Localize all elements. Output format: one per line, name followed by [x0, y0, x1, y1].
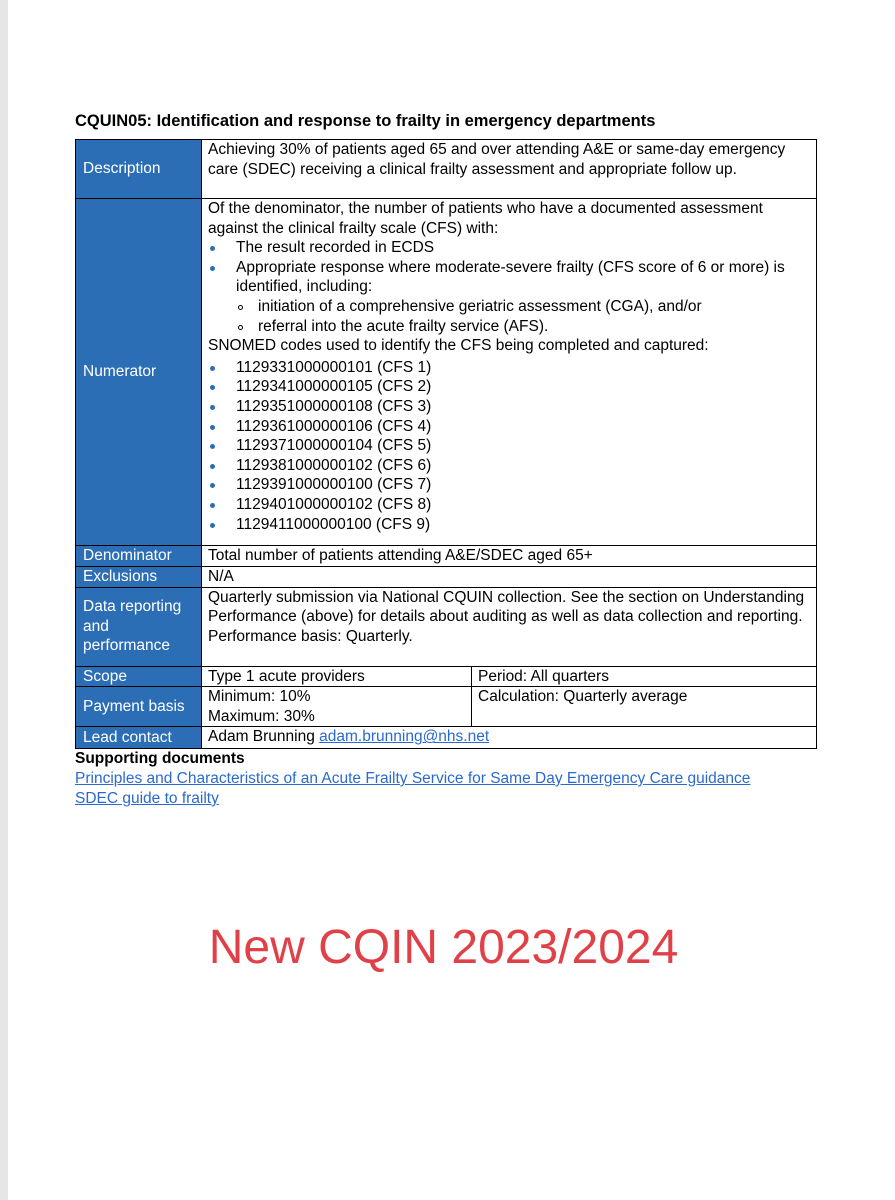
snomed-code: 1129331000000101 (CFS 1)	[208, 358, 813, 378]
document-title: CQUIN05: Identification and response to frailty in emergency departments	[75, 112, 656, 130]
numerator-intro: Of the denominator, the number of patients who have a documented assessment against the clinical frailty scale (CFS) with:	[208, 200, 763, 237]
performance-basis: Performance basis: Quarterly.	[208, 627, 413, 645]
payment-maximum: Maximum: 30%	[208, 707, 315, 725]
snomed-code: 1129371000000104 (CFS 5)	[208, 436, 813, 456]
snomed-code: 1129361000000106 (CFS 4)	[208, 417, 813, 437]
list-item: The result recorded in ECDS	[208, 238, 813, 258]
label-description: Description	[76, 140, 202, 199]
label-exclusions: Exclusions	[76, 567, 202, 588]
row-denominator	[76, 546, 817, 567]
row-description	[76, 140, 817, 199]
row-data-reporting	[76, 587, 817, 666]
snomed-code: 1129351000000108 (CFS 3)	[208, 397, 813, 417]
label-payment-basis: Payment basis	[76, 687, 202, 727]
sub-list-item: initiation of a comprehensive geriatric assessment (CGA), and/or	[208, 297, 813, 317]
period-text: Period: All quarters	[472, 666, 817, 687]
data-reporting-text: Quarterly submission via National CQUIN collection. See the section on Understanding Performance (above) for details about auditing as well as data collection and reporting.	[208, 588, 805, 626]
snomed-code: 1129401000000102 (CFS 8)	[208, 495, 813, 515]
supporting-documents	[75, 749, 750, 809]
numerator-cell	[202, 199, 817, 546]
data-reporting-cell	[202, 587, 817, 666]
row-payment-basis	[76, 687, 817, 727]
scope-text: Type 1 acute providers	[202, 666, 472, 687]
label-data-reporting: Data reporting and performance	[76, 587, 202, 666]
row-scope	[76, 666, 817, 687]
row-exclusions	[76, 567, 817, 588]
payment-minimum: Minimum: 10%	[208, 688, 311, 706]
cqin-annotation: New CQIN 2023/2024	[208, 921, 679, 974]
description-text: Achieving 30% of patients aged 65 and over attending A&E or same-day emergency care (SDEC) receiving a clinical frailty assessment and appropriate follow up.	[202, 140, 817, 199]
payment-limits	[202, 687, 472, 727]
row-numerator	[76, 199, 817, 546]
row-lead-contact	[76, 727, 817, 749]
snomed-code: 1129341000000105 (CFS 2)	[208, 377, 813, 397]
indicator-table	[75, 139, 817, 749]
label-denominator: Denominator	[76, 546, 202, 567]
exclusions-text: N/A	[202, 567, 817, 588]
sdec-frailty-guide-link[interactable]: SDEC guide to frailty	[75, 790, 219, 807]
snomed-code: 1129411000000100 (CFS 9)	[208, 515, 813, 535]
lead-contact-name: Adam Brunning	[208, 728, 315, 746]
sub-list-item: referral into the acute frailty service (AFS).	[208, 317, 813, 337]
label-lead-contact: Lead contact	[76, 727, 202, 749]
acute-frailty-guidance-link[interactable]: Principles and Characteristics of an Acute Frailty Service for Same Day Emergency Care guidance	[75, 770, 751, 787]
snomed-intro: SNOMED codes used to identify the CFS being completed and captured:	[208, 337, 709, 355]
calculation-text: Calculation: Quarterly average	[472, 687, 817, 727]
list-item: Appropriate response where moderate-severe frailty (CFS score of 6 or more) is identified, including:	[208, 258, 813, 297]
denominator-text: Total number of patients attending A&E/SDEC aged 65+	[202, 546, 817, 567]
snomed-code: 1129391000000100 (CFS 7)	[208, 475, 813, 495]
label-scope: Scope	[76, 666, 202, 687]
snomed-code: 1129381000000102 (CFS 6)	[208, 456, 813, 476]
label-numerator: Numerator	[76, 199, 202, 546]
lead-contact-email-link[interactable]: adam.brunning@nhs.net	[319, 728, 490, 746]
lead-contact-cell	[202, 727, 817, 749]
supporting-heading: Supporting documents	[75, 750, 245, 767]
